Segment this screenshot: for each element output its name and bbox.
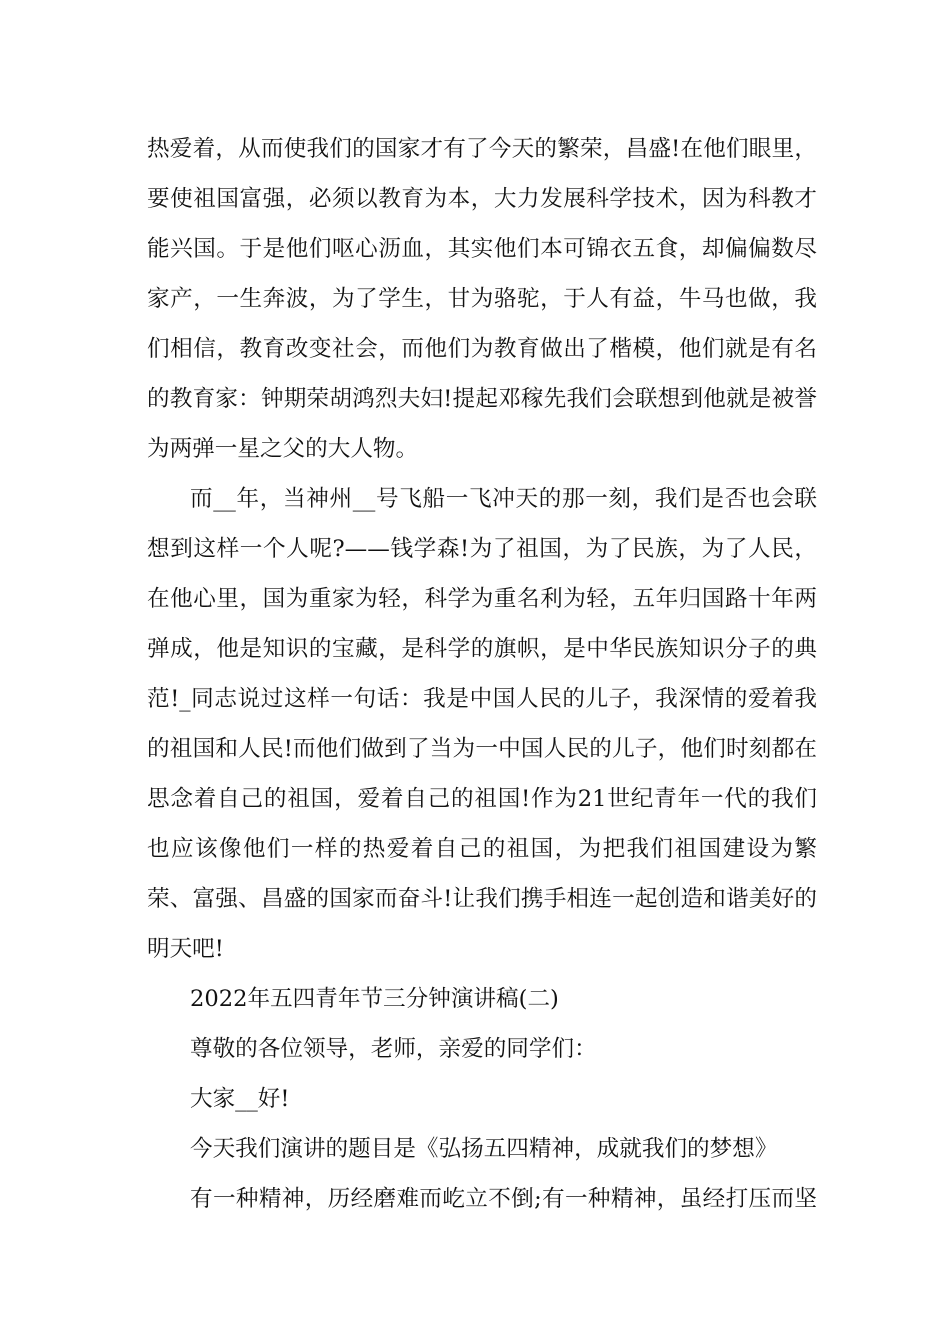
paragraph-line: 而__年，当神州__号飞船一飞冲天的那一刻，我们是否也会联 xyxy=(190,486,817,512)
paragraph-line: 范!_同志说过这样一句话：我是中国人民的儿子，我深情的爱着我 xyxy=(147,686,817,712)
paragraph-line: 在他心里，国为重家为轻，科学为重名利为轻，五年归国路十年两 xyxy=(147,586,817,612)
paragraph-line: 要使祖国富强，必须以教育为本，大力发展科学技术，因为科教才 xyxy=(147,186,817,212)
speech-topic: 今天我们演讲的题目是《弘扬五四精神，成就我们的梦想》 xyxy=(190,1136,778,1162)
paragraph-line: 荣、富强、昌盛的国家而奋斗!让我们携手相连一起创造和谐美好的 xyxy=(147,886,817,912)
paragraph-line: 们相信，教育改变社会，而他们为教育做出了楷模，他们就是有名 xyxy=(147,336,817,362)
paragraph-line: 为两弹一星之父的大人物。 xyxy=(147,436,419,462)
paragraph-line: 也应该像他们一样的热爱着自己的祖国，为把我们祖国建设为繁 xyxy=(147,836,817,862)
paragraph-line: 明天吧! xyxy=(147,936,224,962)
salutation: 尊敬的各位领导，老师，亲爱的同学们： xyxy=(190,1036,597,1062)
paragraph-line: 能兴国。于是他们呕心沥血，其实他们本可锦衣五食，却偏偏数尽 xyxy=(147,236,817,262)
greeting: 大家__好! xyxy=(190,1086,290,1112)
paragraph-line: 思念着自己的祖国，爱着自己的祖国!作为21世纪青年一代的我们 xyxy=(147,786,817,812)
paragraph-line: 有一种精神，历经磨难而屹立不倒;有一种精神，虽经打压而坚 xyxy=(190,1186,817,1212)
paragraph-line: 想到这样一个人呢?——钱学森!为了祖国，为了民族，为了人民， xyxy=(147,536,817,562)
paragraph-line: 热爱着，从而使我们的国家才有了今天的繁荣，昌盛!在他们眼里， xyxy=(147,136,817,162)
paragraph-line: 弹成，他是知识的宝藏，是科学的旗帜，是中华民族知识分子的典 xyxy=(147,636,817,662)
section-title: 2022年五四青年节三分钟演讲稿(二) xyxy=(190,986,559,1012)
paragraph-line: 家产，一生奔波，为了学生，甘为骆驼，于人有益，牛马也做，我 xyxy=(147,286,817,312)
paragraph-line: 的教育家：钟期荣胡鸿烈夫妇!提起邓稼先我们会联想到他就是被誉 xyxy=(147,386,817,412)
paragraph-line: 的祖国和人民!而他们做到了当为一中国人民的儿子，他们时刻都在 xyxy=(147,736,817,762)
